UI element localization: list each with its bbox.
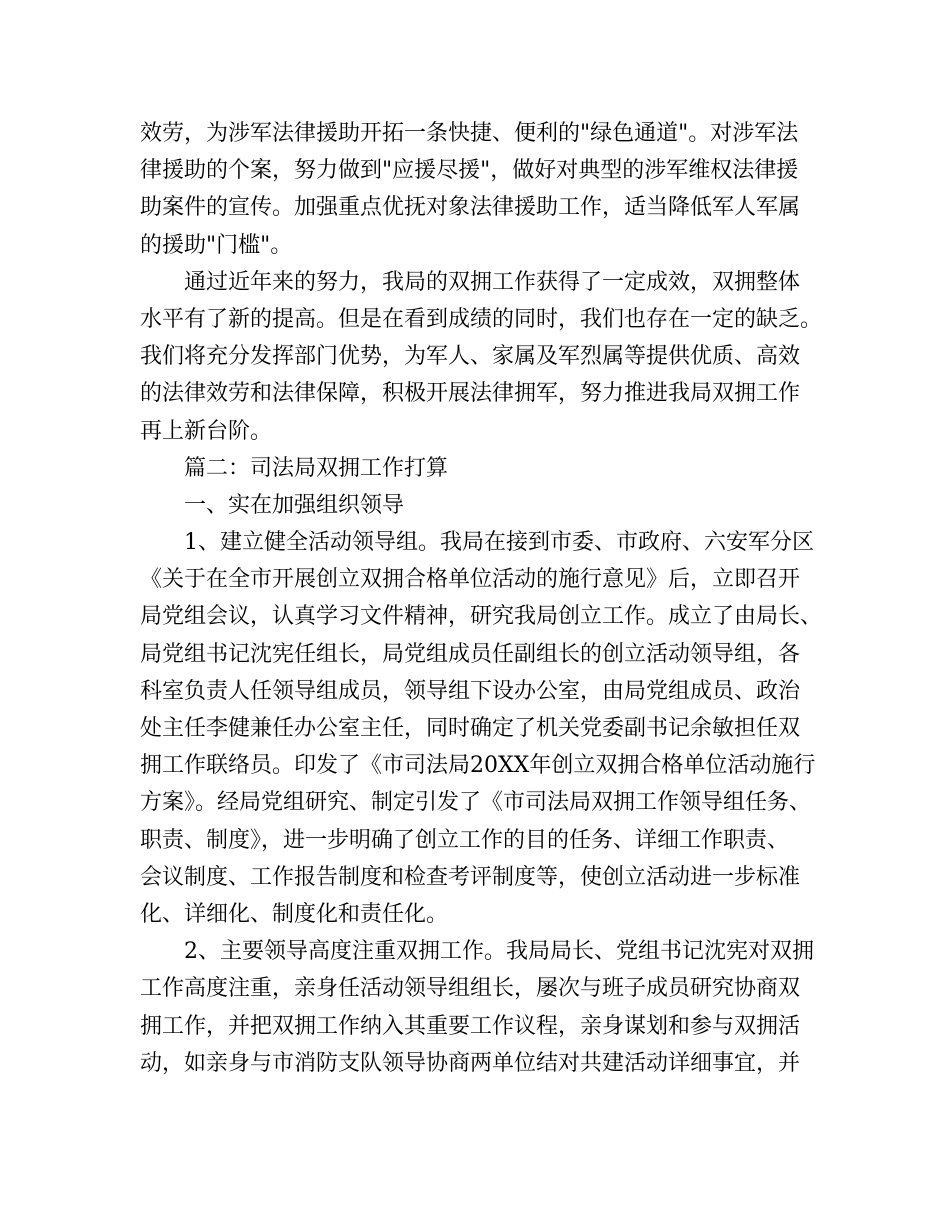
text-line: 水平有了新的提高。但是在看到成绩的同时，我们也存在一定的缺乏。 xyxy=(140,306,823,332)
text-line: 的法律效劳和法律保障，积极开展法律拥军，努力推进我局双拥工作 xyxy=(140,381,801,407)
text-line: 律援助的个案，努力做到"应援尽援"，做好对典型的涉军维权法律援 xyxy=(140,158,799,184)
text-line: 拥工作联络员。印发了《市司法局20XX年创立双拥合格单位活动施行 xyxy=(140,753,816,779)
text-line: 篇二：司法局双拥工作打算 xyxy=(184,455,449,481)
text-line: 2、主要领导高度注重双拥工作。我局局长、党组书记沈宪对双拥 xyxy=(184,939,814,965)
text-line: 局党组会议，认真学习文件精神，研究我局创立工作。成立了由局长、 xyxy=(140,604,823,630)
text-line: 通过近年来的努力，我局的双拥工作获得了一定成效，双拥整体 xyxy=(184,269,801,295)
text-line: 1、建立健全活动领导组。我局在接到市委、市政府、六安军分区 xyxy=(184,530,814,556)
text-line: 化、详细化、制度化和责任化。 xyxy=(140,901,449,927)
text-line: 的援助"门槛"。 xyxy=(140,232,293,258)
document-body xyxy=(140,115,823,1082)
text-line: 方案》。经局党组研究、制定引发了《市司法局双拥工作领导组任务、 xyxy=(140,790,812,816)
text-line: 处主任李健兼任办公室主任，同时确定了机关党委副书记余敏担任双 xyxy=(140,716,801,741)
text-line: 我们将充分发挥部门优势，为军人、家属及军烈属等提供优质、高效 xyxy=(140,344,801,370)
text-line: 《关于在全市开展创立双拥合格单位活动的施行意见》后，立即召开 xyxy=(140,567,801,593)
text-line: 一、实在加强组织领导 xyxy=(184,492,405,518)
text-line: 工作高度注重，亲身任活动领导组组长，屡次与班子成员研究协商双 xyxy=(140,976,801,1002)
text-line: 科室负责人任领导组成员，领导组下设办公室，由局党组成员、政治 xyxy=(140,678,801,704)
text-line: 动，如亲身与市消防支队领导协商两单位结对共建活动详细事宜，并 xyxy=(140,1050,801,1076)
text-line: 局党组书记沈宪任组长，局党组成员任副组长的创立活动领导组，各 xyxy=(140,641,801,667)
text-line: 再上新台阶。 xyxy=(140,418,273,444)
text-line: 职责、制度》，进一步明确了创立工作的目的任务、详细工作职责、 xyxy=(140,827,790,853)
text-line: 助案件的宣传。加强重点优抚对象法律援助工作，适当降低军人军属 xyxy=(140,195,801,221)
text-line: 效劳，为涉军法律援助开拓一条快捷、便利的"绿色通道"。对涉军法 xyxy=(140,121,799,146)
text-line: 拥工作，并把双拥工作纳入其重要工作议程，亲身谋划和参与双拥活 xyxy=(140,1013,801,1039)
text-line: 会议制度、工作报告制度和检查考评制度等，使创立活动进一步标准 xyxy=(140,864,801,890)
